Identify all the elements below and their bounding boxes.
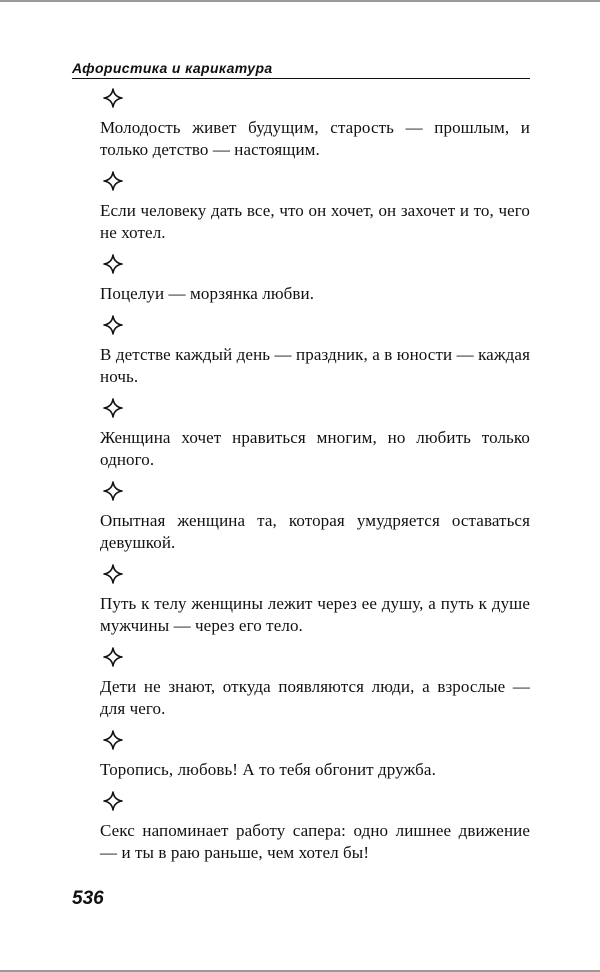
four-point-star-icon <box>103 254 123 274</box>
aphorism-list <box>100 88 530 874</box>
aphorism-item <box>100 88 530 161</box>
aphorism-text: Опытная женщина та, которая умудряется оставаться девушкой. <box>100 511 530 552</box>
aphorism-text: Торопись, любовь! А то тебя обгонит дружба. <box>100 760 436 779</box>
aphorism-item <box>100 398 530 471</box>
four-point-star-icon <box>103 791 123 811</box>
page-number: 536 <box>72 888 104 909</box>
aphorism-item <box>100 171 530 244</box>
four-point-star-icon <box>103 481 123 501</box>
running-header <box>72 58 530 79</box>
aphorism-text: В детстве каждый день — праздник, а в юности — каждая ночь. <box>100 345 530 386</box>
aphorism-text: Если человеку дать все, что он хочет, он захочет и то, чего не хотел. <box>100 201 530 242</box>
aphorism-text: Молодость живет будущим, старость — прошлым, и только детство — настоящим. <box>100 118 530 159</box>
four-point-star-icon <box>103 315 123 335</box>
aphorism-item <box>100 564 530 637</box>
running-header-title: Афористика и карикатура <box>72 60 273 76</box>
four-point-star-icon <box>103 398 123 418</box>
aphorism-item <box>100 481 530 554</box>
aphorism-item <box>100 254 530 305</box>
aphorism-text: Путь к телу женщины лежит через ее душу, а путь к душе мужчины — через его тело. <box>100 594 530 635</box>
aphorism-text: Дети не знают, откуда появляются люди, а взрослые — для чего. <box>100 677 530 718</box>
four-point-star-icon <box>103 171 123 191</box>
aphorism-text: Женщина хочет нравиться многим, но любить только одного. <box>100 428 530 469</box>
four-point-star-icon <box>103 88 123 108</box>
aphorism-item <box>100 730 530 781</box>
page-top-border <box>0 0 600 2</box>
aphorism-item <box>100 647 530 720</box>
aphorism-text: Секс напоминает работу сапера: одно лишнее движение — и ты в раю раньше, чем хотел бы! <box>100 821 530 862</box>
four-point-star-icon <box>103 647 123 667</box>
four-point-star-icon <box>103 730 123 750</box>
aphorism-item <box>100 315 530 388</box>
aphorism-item <box>100 791 530 864</box>
four-point-star-icon <box>103 564 123 584</box>
aphorism-text: Поцелуи — морзянка любви. <box>100 284 315 303</box>
